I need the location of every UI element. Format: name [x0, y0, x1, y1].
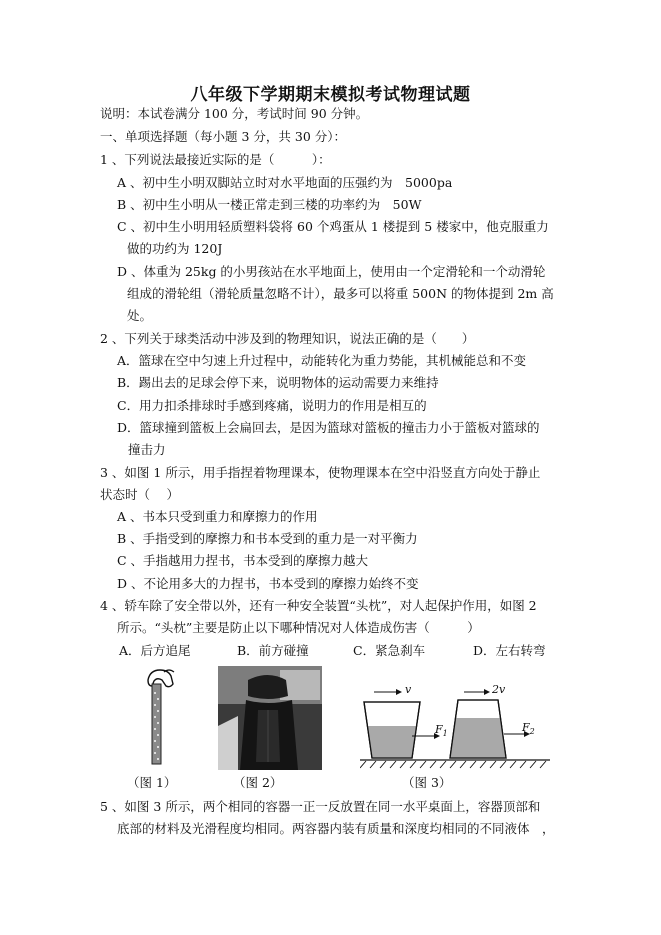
q3-stem-cont: 状态时（ ） [100, 487, 179, 502]
q3-option-d: D 、不论用多大的力捏书，书本受到的摩擦力始终不变 [117, 576, 419, 591]
q4-stem-cont: 所示。“头枕”主要是防止以下哪种情况对人体造成伤害（ ） [117, 620, 480, 635]
q1-stem: 1 、下列说法最接近实际的是（ ）： [100, 152, 331, 167]
q3-option-b: B 、手指受到的摩擦力和书本受到的重力是一对平衡力 [117, 531, 418, 546]
q3-option-c: C 、手指越用力捏书，书本受到的摩擦力越大 [117, 553, 369, 568]
q3-option-a: A 、书本只受到重力和摩擦力的作用 [117, 509, 318, 524]
velocity-label-v: v [405, 683, 412, 696]
figure-1-caption: （图 1） [127, 775, 177, 790]
figure-3-caption: （图 3） [402, 775, 452, 790]
q4-option-b: B．前方碰撞 [237, 643, 309, 658]
force-f1-letter: F [435, 723, 443, 736]
q2-option-d-cont: 撞击力 [128, 442, 166, 457]
exam-intro: 说明：本试卷满分 100 分，考试时间 90 分钟。 [100, 106, 369, 121]
q1-option-a: A 、初中生小明双脚站立时对水平地面的压强约为 5000pa [117, 175, 453, 190]
q4-option-a: A．后方追尾 [119, 643, 191, 658]
q1-option-c-cont: 做的功约为 120J [127, 241, 223, 256]
section-heading: 一、单项选择题（每小题 3 分，共 30 分）： [100, 129, 347, 144]
q2-option-c: C．用力扣杀排球时手感到疼痛，说明力的作用是相互的 [117, 398, 427, 413]
q4-stem: 4 、轿车除了安全带以外，还有一种安全装置“头枕”，对人起保护作用，如图 2 [100, 598, 537, 613]
q2-option-d: D．篮球撞到篮板上会扁回去，是因为篮球对篮板的撞击力小于篮板对篮球的 [117, 420, 540, 435]
figure-2-caption: （图 2） [233, 775, 283, 790]
q2-option-a: A．篮球在空中匀速上升过程中，动能转化为重力势能，其机械能总和不变 [117, 353, 527, 368]
q3-stem: 3 、如图 1 所示，用手指捏着物理课本，使物理课本在空中沿竖直方向处于静止 [100, 465, 541, 480]
q1-option-d: D 、体重为 25kg 的小男孩站在水平地面上，使用由一个定滑轮和一个动滑轮 [117, 264, 546, 279]
q2-option-b: B．踢出去的足球会停下来，说明物体的运动需要力来维持 [117, 375, 439, 390]
q1-option-d-cont: 组成的滑轮组（滑轮质量忽略不计），最多可以将重 500N 的物体提到 2m 高 [127, 286, 554, 301]
q1-option-d-cont2: 处。 [127, 308, 153, 323]
q1-option-b: B 、初中生小明从一楼正常走到三楼的功率约为 50W [117, 197, 422, 212]
force-label-f2 [522, 720, 535, 740]
figure-2-car-seat-photo [218, 666, 322, 770]
velocity-label-2v: 2v [492, 683, 506, 696]
page-title: 八年级下学期期末模拟考试物理试题 [190, 85, 471, 105]
force-f1-subscript: 1 [442, 729, 448, 739]
q1-option-c: C 、初中生小明用轻质塑料袋将 60 个鸡蛋从 1 楼提到 5 楼家中，他克服重力 [117, 219, 549, 234]
q2-stem: 2 、下列关于球类活动中涉及到的物理知识，说法正确的是（ ） [100, 331, 475, 346]
force-label-f1 [435, 722, 448, 742]
q5-stem-cont: 底部的材料及光滑程度均相同。两容器内装有质量和深度均相同的不同液体 ， [117, 821, 555, 836]
force-f2-letter: F [522, 721, 530, 734]
force-f2-subscript: 2 [529, 727, 535, 737]
q4-option-d: D．左右转弯 [473, 643, 546, 658]
q5-stem: 5 、如图 3 所示，两个相同的容器一正一反放置在同一水平桌面上，容器顶部和 [100, 799, 541, 814]
q4-option-c: C．紧急刹车 [353, 643, 426, 658]
figure-1-hand-book [140, 666, 180, 766]
